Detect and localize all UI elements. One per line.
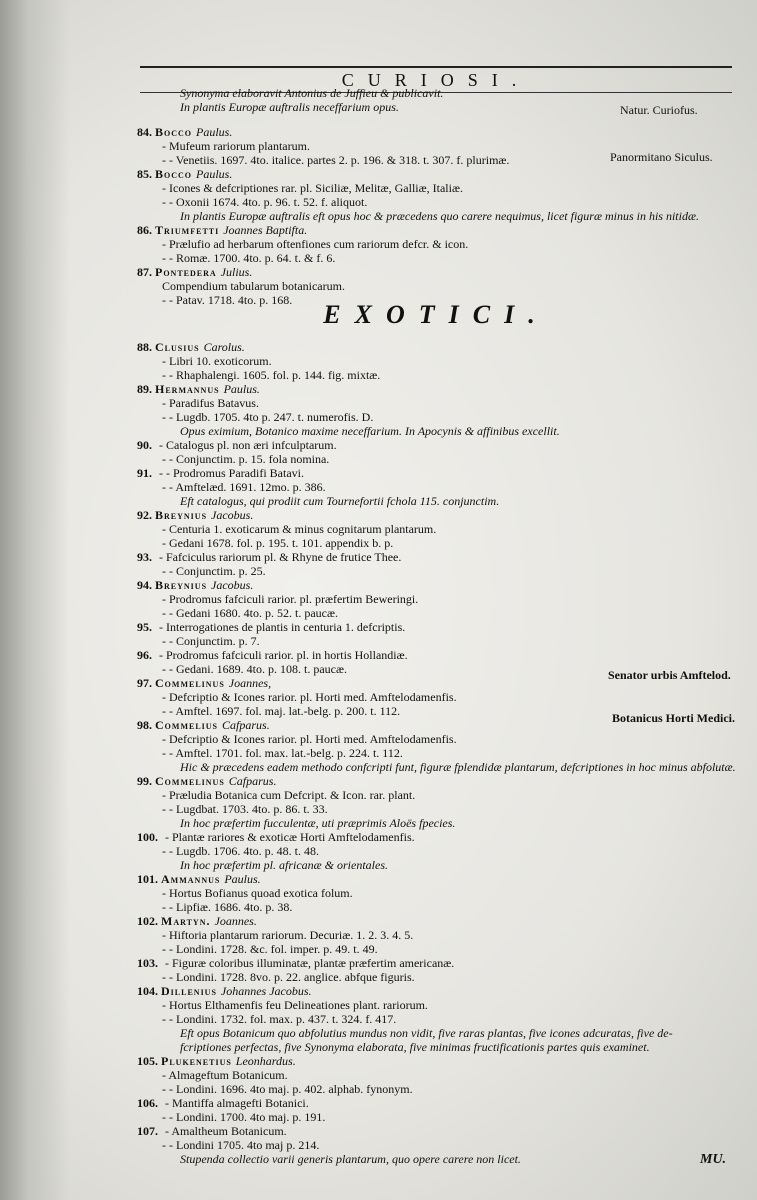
catalog-line bbox=[162, 802, 328, 816]
entry-number: 102. bbox=[137, 914, 161, 928]
catalog-line bbox=[137, 508, 253, 522]
entry-number: 95. bbox=[137, 620, 155, 634]
catalog-line bbox=[137, 438, 337, 452]
author-given-name: Paulus. bbox=[196, 125, 233, 139]
author-given-name: Julius. bbox=[220, 265, 253, 279]
entry-note: Stupenda collectio varii generis plantarum, quo opere carere non licet. bbox=[180, 1152, 521, 1166]
catalog-line bbox=[137, 340, 245, 354]
author-name: Pontedera bbox=[155, 265, 221, 279]
catalog-line bbox=[137, 466, 304, 480]
catalog-line bbox=[162, 704, 400, 718]
catalog-line bbox=[162, 396, 259, 410]
author-name: Plukenetius bbox=[161, 1054, 236, 1068]
author-given-name: Jacobus. bbox=[211, 578, 254, 592]
entry-text: - Præludia Botanica cum Defcript. & Icon. rar. plant. bbox=[162, 788, 416, 802]
catalog-line bbox=[162, 354, 272, 368]
catalog-line bbox=[137, 167, 232, 181]
entry-text: - Icones & defcriptiones rar. pl. Siciliæ, Melitæ, Galliæ, Italiæ. bbox=[162, 181, 463, 195]
entry-text: - - Lugdbat. 1703. 4to. p. 86. t. 33. bbox=[162, 802, 328, 816]
entry-text: - - Gedani. 1689. 4to. p. 108. t. paucæ. bbox=[162, 662, 347, 676]
entry-note: In plantis Europæ auftralis eft opus hoc & præcedens quo carere nequimus, licet figuræ minus in his nitidæ. bbox=[180, 209, 699, 223]
author-name: Breynius bbox=[155, 578, 212, 592]
entry-text: - Defcriptio & Icones rarior. pl. Horti med. Amftelodamenfis. bbox=[162, 732, 457, 746]
catalog-line bbox=[137, 914, 257, 928]
catalog-line bbox=[137, 956, 454, 970]
entry-text: - - Rhaphalengi. 1605. fol. p. 144. fig. mixtæ. bbox=[162, 368, 381, 382]
catalog-line bbox=[162, 181, 463, 195]
entry-text: - - Oxonii 1674. 4to. p. 96. t. 52. f. aliquot. bbox=[162, 195, 368, 209]
entry-text: - - Amftelæd. 1691. 12mo. p. 386. bbox=[162, 480, 326, 494]
entry-text: - Prodromus fafciculi rarior. pl. in hortis Hollandiæ. bbox=[159, 648, 408, 662]
catalog-line bbox=[162, 480, 326, 494]
entry-number: 91. bbox=[137, 466, 155, 480]
entry-text: - Paradifus Batavus. bbox=[162, 396, 259, 410]
catalog-line bbox=[162, 452, 329, 466]
entry-number: 90. bbox=[137, 438, 155, 452]
entry-text: - Prælufio ad herbarum oftenfiones cum rariorum defcr. & icon. bbox=[162, 237, 469, 251]
catalog-line bbox=[162, 251, 335, 265]
catalog-line bbox=[162, 788, 415, 802]
catalog-line bbox=[180, 424, 560, 438]
catalog-line bbox=[137, 648, 408, 662]
entry-text: - - Venetiis. 1697. 4to. italice. partes 2. p. 196. & 318. t. 307. f. plurimæ. bbox=[162, 153, 510, 167]
entry-text: - - Prodromus Paradifi Batavi. bbox=[159, 466, 304, 480]
entry-text: - - Conjunctim. p. 25. bbox=[162, 564, 266, 578]
catalog-line bbox=[180, 100, 399, 114]
entry-number: 101. bbox=[137, 872, 161, 886]
entry-note: In hoc præfertim fucculentæ, uti præprimis Aloës fpecies. bbox=[180, 816, 456, 830]
entry-text: - - Gedani 1680. 4to. p. 52. t. paucæ. bbox=[162, 606, 338, 620]
entry-number: 106. bbox=[137, 1096, 161, 1110]
catalog-line bbox=[180, 858, 388, 872]
margin-note: Panormitano Siculus. bbox=[610, 150, 713, 164]
catalog-line bbox=[162, 592, 418, 606]
catalog-line bbox=[162, 606, 338, 620]
catalog-line bbox=[180, 760, 736, 774]
entry-text: - - Lipfiæ. 1686. 4to. p. 38. bbox=[162, 900, 293, 914]
entry-text: - - Londini. 1728. &c. fol. imper. p. 49. t. 49. bbox=[162, 942, 378, 956]
catalog-line bbox=[137, 265, 252, 279]
author-given-name: Joannes. bbox=[214, 914, 257, 928]
entry-text: - Catalogus pl. non æri infculptarum. bbox=[159, 438, 337, 452]
entry-text: - Hortus Elthamenfis feu Delineationes plant. rariorum. bbox=[162, 998, 428, 1012]
entry-note: Eft opus Botanicum quo abfolutius mundus non vidit, five raras plantas, five icones adcuratas, five de- bbox=[180, 1026, 673, 1040]
author-name: Ammannus bbox=[161, 872, 225, 886]
catalog-line bbox=[162, 746, 403, 760]
catalog-line bbox=[180, 209, 699, 223]
catalog-line bbox=[162, 279, 345, 293]
author-name: Bocco bbox=[155, 167, 197, 181]
entry-text: - Interrogationes de plantis in centuria 1. defcriptis. bbox=[159, 620, 406, 634]
entry-text: - Amaltheum Botanicum. bbox=[165, 1124, 287, 1138]
entry-text: - Plantæ rariores & exoticæ Horti Amftelodamenfis. bbox=[165, 830, 415, 844]
catalog-line bbox=[162, 153, 509, 167]
author-given-name: Joannes, bbox=[228, 676, 272, 690]
entry-number: 99. bbox=[137, 774, 155, 788]
catalog-line bbox=[137, 676, 271, 690]
entry-text: - - Londini. 1700. 4to maj. p. 191. bbox=[162, 1110, 326, 1124]
entry-text: Compendium tabularum botanicarum. bbox=[162, 279, 345, 293]
entry-number: 93. bbox=[137, 550, 155, 564]
page-gutter-shadow bbox=[0, 0, 70, 1200]
entry-number: 84. bbox=[137, 125, 155, 139]
entry-note: fcriptiones perfectas, five Synonyma elaborata, five minimas fructificationis partes quis examinet. bbox=[180, 1040, 650, 1054]
entry-number: 89. bbox=[137, 382, 155, 396]
entry-text: - - Lugdb. 1705. 4to p. 247. t. numerofis. D. bbox=[162, 410, 374, 424]
entry-note: In plantis Europæ auftralis neceffarium opus. bbox=[180, 100, 399, 114]
author-given-name: Cafparus. bbox=[222, 718, 270, 732]
catalog-line bbox=[137, 578, 253, 592]
catalog-line bbox=[162, 690, 457, 704]
catalog-line bbox=[137, 125, 232, 139]
catalog-line bbox=[162, 139, 310, 153]
entry-text: - Prodromus fafciculi rarior. pl. præfertim Beweringi. bbox=[162, 592, 419, 606]
catalog-line bbox=[137, 620, 405, 634]
author-name: Dillenius bbox=[161, 984, 221, 998]
catalog-line bbox=[162, 970, 415, 984]
catalog-line bbox=[137, 1124, 287, 1138]
catalog-line bbox=[162, 900, 292, 914]
catalog-line bbox=[137, 1096, 309, 1110]
entry-text: - - Amftel. 1697. fol. maj. lat.-belg. p. 200. t. 112. bbox=[162, 704, 401, 718]
entry-number: 85. bbox=[137, 167, 155, 181]
entry-text: - Mufeum rariorum plantarum. bbox=[162, 139, 310, 153]
entry-text: - Libri 10. exoticorum. bbox=[162, 354, 272, 368]
margin-note: Natur. Curiofus. bbox=[620, 103, 698, 117]
catalog-line bbox=[137, 718, 270, 732]
entry-text: - - Amftel. 1701. fol. max. lat.-belg. p. 224. t. 112. bbox=[162, 746, 403, 760]
entry-text: - - Londini. 1732. fol. max. p. 437. t. 324. f. 417. bbox=[162, 1012, 397, 1026]
catalog-line bbox=[162, 1138, 319, 1152]
catalog-line bbox=[137, 872, 261, 886]
catalog-line bbox=[162, 1068, 288, 1082]
catalog-line bbox=[180, 86, 443, 100]
catalog-line bbox=[162, 662, 347, 676]
catalog-line bbox=[137, 550, 401, 564]
entry-text: - Figuræ coloribus illuminatæ, plantæ præfertim americanæ. bbox=[165, 956, 455, 970]
author-given-name: Carolus. bbox=[203, 340, 245, 354]
section-title: EXOTICI. bbox=[323, 300, 549, 329]
author-name: Triumfetti bbox=[155, 223, 224, 237]
entry-text: - Fafciculus rariorum pl. & Rhyne de frutice Thee. bbox=[159, 550, 402, 564]
catalog-line bbox=[137, 223, 307, 237]
author-given-name: Leonhardus. bbox=[235, 1054, 296, 1068]
author-given-name: Paulus. bbox=[196, 167, 233, 181]
catalog-line bbox=[180, 1026, 673, 1040]
margin-note: Botanicus Horti Medici. bbox=[612, 711, 735, 725]
entry-number: 107. bbox=[137, 1124, 161, 1138]
entry-note: Opus eximium, Botanico maxime neceffarium. In Apocynis & affinibus excellit. bbox=[180, 424, 560, 438]
entry-text: - - Londini 1705. 4to maj p. 214. bbox=[162, 1138, 320, 1152]
entry-text: - - Patav. 1718. 4to. p. 168. bbox=[162, 293, 293, 307]
author-name: Clusius bbox=[155, 340, 204, 354]
entry-number: 94. bbox=[137, 578, 155, 592]
catchword: MU. bbox=[700, 1152, 727, 1167]
entry-number: 96. bbox=[137, 648, 155, 662]
entry-number: 86. bbox=[137, 223, 155, 237]
entry-text: - Hiftoria plantarum rariorum. Decuriæ. 1. 2. 3. 4. 5. bbox=[162, 928, 414, 942]
entry-text: - Centuria 1. exoticarum & minus cognitarum plantarum. bbox=[162, 522, 437, 536]
entry-text: - - Conjunctim. p. 7. bbox=[162, 634, 260, 648]
catalog-line bbox=[162, 522, 436, 536]
catalog-line bbox=[162, 410, 373, 424]
entry-number: 88. bbox=[137, 340, 155, 354]
catalog-line bbox=[162, 732, 457, 746]
author-given-name: Paulus. bbox=[224, 872, 261, 886]
author-given-name: Johannes Jacobus. bbox=[220, 984, 312, 998]
entry-text: - - Conjunctim. p. 15. fola nomina. bbox=[162, 452, 330, 466]
catalog-line bbox=[162, 942, 378, 956]
catalog-line bbox=[162, 998, 428, 1012]
catalog-line bbox=[162, 886, 353, 900]
entry-text: - - Londini. 1728. 8vo. p. 22. anglice. abfque figuris. bbox=[162, 970, 415, 984]
catalog-line bbox=[162, 844, 319, 858]
catalog-line bbox=[162, 564, 266, 578]
author-name: Commelinus bbox=[155, 676, 229, 690]
author-name: Martyn. bbox=[161, 914, 215, 928]
catalog-line bbox=[162, 293, 292, 307]
author-name: Commelinus bbox=[155, 774, 229, 788]
author-given-name: Paulus. bbox=[223, 382, 260, 396]
catalog-line bbox=[162, 1012, 396, 1026]
author-name: Commelius bbox=[155, 718, 223, 732]
entry-note: Eft catalogus, qui prodiit cum Tournefortii fchola 115. conjunctim. bbox=[180, 494, 500, 508]
catalog-line bbox=[180, 1152, 521, 1166]
entry-number: 100. bbox=[137, 830, 161, 844]
entry-note: Hic & præcedens eadem methodo confcripti funt, figuræ fplendidæ plantarum, defcriptiones in hoc minus abfolutæ. bbox=[180, 760, 736, 774]
catalog-line bbox=[162, 195, 367, 209]
catalog-line bbox=[162, 634, 260, 648]
entry-text: - - Londini. 1696. 4to maj. p. 402. alphab. fynonym. bbox=[162, 1082, 413, 1096]
author-name: Breynius bbox=[155, 508, 212, 522]
entry-note: In hoc præfertim pl. africanæ & orientales. bbox=[180, 858, 388, 872]
catalog-line bbox=[137, 774, 276, 788]
margin-note: Senator urbis Amftelod. bbox=[608, 668, 731, 682]
entry-text: - - Romæ. 1700. 4to. p. 64. t. & f. 6. bbox=[162, 251, 336, 265]
catalog-line bbox=[162, 928, 413, 942]
entry-number: 98. bbox=[137, 718, 155, 732]
catalog-line bbox=[162, 1110, 325, 1124]
entry-text: - Defcriptio & Icones rarior. pl. Horti med. Amftelodamenfis. bbox=[162, 690, 457, 704]
entry-text: - Almageftum Botanicum. bbox=[162, 1068, 288, 1082]
entry-number: 103. bbox=[137, 956, 161, 970]
author-given-name: Jacobus. bbox=[211, 508, 254, 522]
entry-number: 97. bbox=[137, 676, 155, 690]
author-name: Bocco bbox=[155, 125, 197, 139]
catalog-line bbox=[137, 1054, 296, 1068]
entry-number: 104. bbox=[137, 984, 161, 998]
catalog-line bbox=[137, 984, 312, 998]
catalog-line bbox=[137, 830, 415, 844]
catalog-line bbox=[180, 1040, 650, 1054]
running-header: CURIOSI. bbox=[341, 70, 531, 90]
entry-note: Synonyma elaboravit Antonius de Juffieu & publicavit. bbox=[180, 86, 444, 100]
entry-number: 105. bbox=[137, 1054, 161, 1068]
entry-text: - - Lugdb. 1706. 4to. p. 48. t. 48. bbox=[162, 844, 319, 858]
catalog-line bbox=[180, 494, 499, 508]
entry-text: - Gedani 1678. fol. p. 195. t. 101. appendix b. p. bbox=[162, 536, 394, 550]
author-given-name: Joannes Baptifta. bbox=[223, 223, 308, 237]
catalog-line bbox=[162, 536, 393, 550]
catalog-line bbox=[137, 382, 260, 396]
author-name: Hermannus bbox=[155, 382, 224, 396]
catalog-line bbox=[162, 1082, 413, 1096]
catalog-line bbox=[162, 368, 380, 382]
entry-number: 87. bbox=[137, 265, 155, 279]
catalog-line bbox=[162, 237, 468, 251]
entry-text: - Hortus Bofianus quoad exotica folum. bbox=[162, 886, 353, 900]
entry-number: 92. bbox=[137, 508, 155, 522]
entry-text: - Mantiffa almagefti Botanici. bbox=[165, 1096, 309, 1110]
catalog-line bbox=[180, 816, 455, 830]
author-given-name: Cafparus. bbox=[228, 774, 277, 788]
